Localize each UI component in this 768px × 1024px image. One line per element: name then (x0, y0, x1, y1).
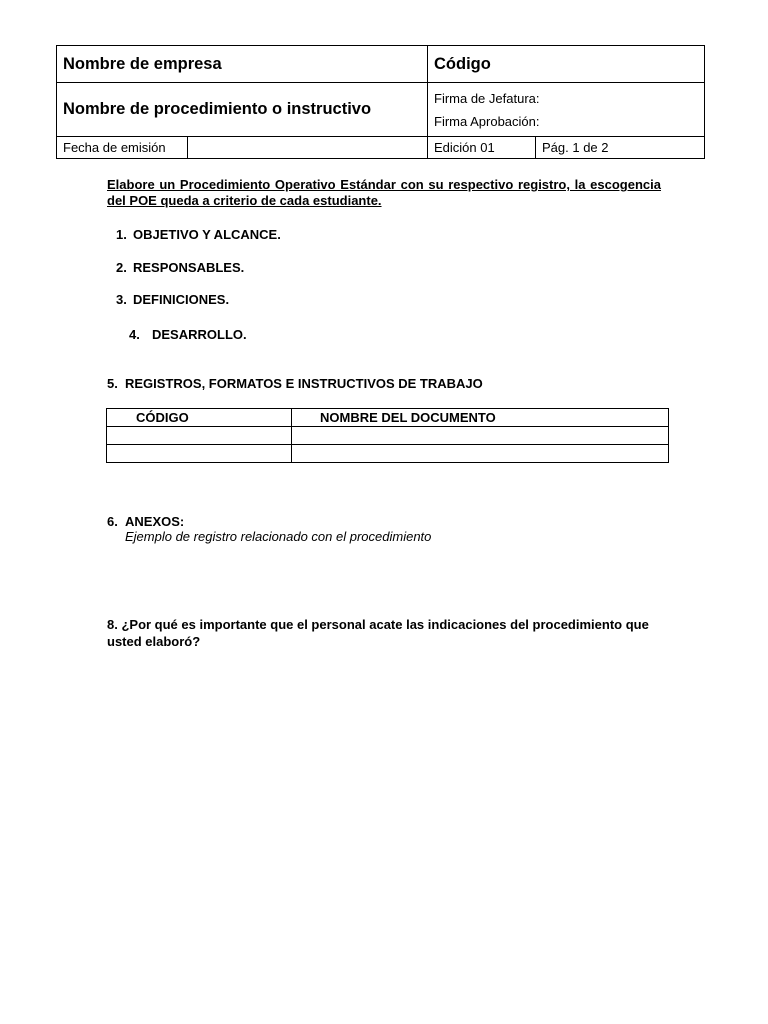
section-title: DEFINICIONES. (133, 292, 230, 307)
instructions-text: Elabore un Procedimiento Operativo Estándar con su respectivo registro, la escogencia del POE queda a criterio de cada estudiante. (107, 177, 661, 208)
signature-approval-label: Firma Aprobación: (434, 113, 540, 129)
code-label: Código (428, 46, 705, 83)
table-cell (107, 427, 292, 445)
procedure-name: Nombre de procedimiento o instructivo (57, 83, 428, 137)
annex-example-text: Ejemplo de registro relacionado con el procedimiento (125, 529, 432, 544)
table-cell (107, 445, 292, 463)
edition-label: Edición 01 (428, 137, 536, 159)
signature-head-label: Firma de Jefatura: (434, 90, 540, 106)
section-title: OBJETIVO Y ALCANCE. (133, 227, 281, 242)
table-row (107, 427, 669, 445)
section-title: RESPONSABLES. (133, 260, 245, 275)
section-development: 4. DESARROLLO. (129, 327, 247, 342)
company-name: Nombre de empresa (57, 46, 428, 83)
section-responsibles: 2. RESPONSABLES. (116, 260, 245, 275)
issue-date-value (188, 137, 428, 159)
section-records: 5. REGISTROS, FORMATOS E INSTRUCTIVOS DE TRABAJO (107, 376, 483, 391)
section-title: REGISTROS, FORMATOS E INSTRUCTIVOS DE TRABAJO (125, 376, 483, 391)
section-title: ANEXOS: (125, 514, 185, 529)
question-8: 8. ¿Por qué es importante que el personal acate las indicaciones del procedimiento que usted elaboró? (107, 617, 649, 649)
signature-cell (428, 83, 705, 137)
issue-date-label: Fecha de emisión (57, 137, 188, 159)
page-number: Pág. 1 de 2 (536, 137, 705, 159)
section-objective: 1. OBJETIVO Y ALCANCE. (116, 227, 281, 242)
column-header-code: CÓDIGO (107, 409, 292, 427)
records-table (106, 408, 669, 463)
table-row (107, 445, 669, 463)
table-cell (292, 427, 669, 445)
section-definitions: 3. DEFINICIONES. (116, 292, 230, 307)
column-header-document-name: NOMBRE DEL DOCUMENTO (292, 409, 669, 427)
document-header-table (56, 45, 705, 159)
table-header-row (107, 409, 669, 427)
section-title: DESARROLLO. (152, 327, 247, 342)
section-annexes: 6. ANEXOS: (107, 514, 185, 529)
table-cell (292, 445, 669, 463)
